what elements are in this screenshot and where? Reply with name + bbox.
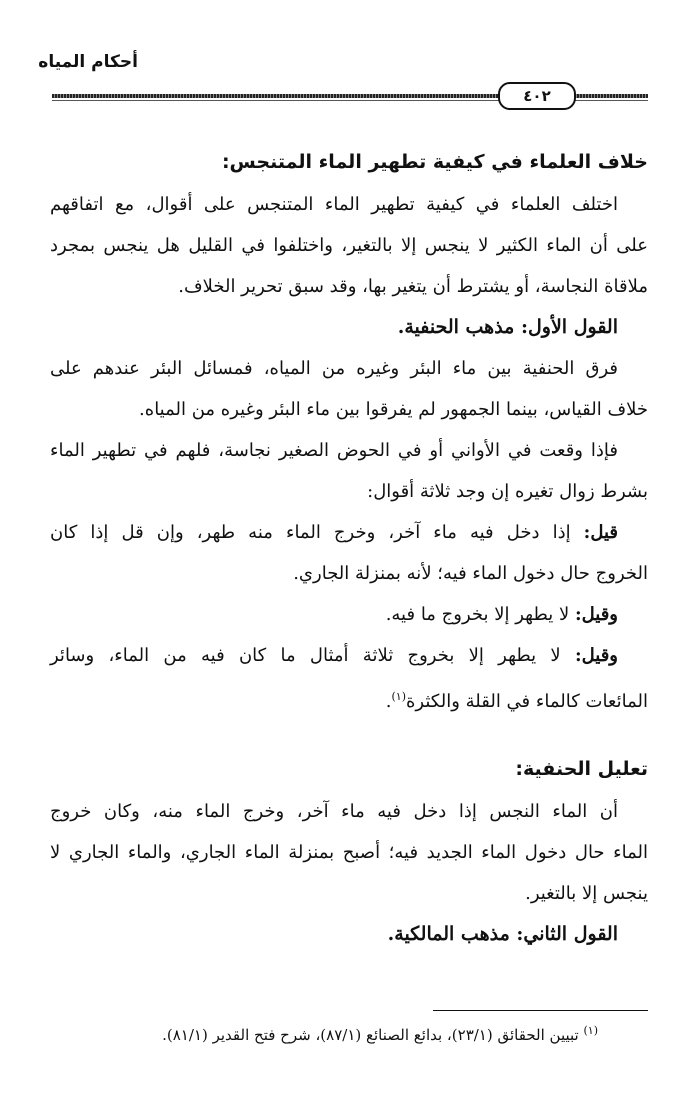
footnote-rule — [433, 1010, 648, 1011]
paragraph-vessels — [50, 430, 648, 512]
text-line: فإذا وقعت في الأواني أو في الحوض الصغير نجاسة، فلهم في تطهير الماء — [50, 440, 618, 461]
subheading-hanafi-view: القول الأول: مذهب الحنفية. — [397, 316, 618, 338]
subheading-maliki-view: القول الثاني: مذهب المالكية. — [387, 923, 618, 945]
opinion-text: إذا دخل فيه ماء آخر، وخرج الماء منه طهر، وإن قل إذا كان — [50, 522, 571, 543]
opinion-text: المائعات كالماء في القلة والكثرة — [406, 691, 648, 712]
text-line — [50, 594, 648, 635]
opinion-label: وقيل: — [574, 645, 618, 666]
spacer — [50, 717, 648, 747]
footnote-marker: (١) — [583, 1024, 598, 1037]
page-number: ٤٠٢ — [498, 82, 576, 110]
body-text — [50, 140, 648, 955]
section-heading-hanafi-reasoning: تعليل الحنفية: — [515, 758, 648, 780]
text-line: ينجس إلا بالتغير. — [525, 883, 648, 904]
footnote-text: تبيين الحقائق (٢٣/١)، بدائع الصنائع (٨٧/١)، شرح فتح القدير (٨١/١). — [162, 1026, 579, 1044]
paragraph-hanafi-well — [50, 348, 648, 430]
opinion-1 — [50, 512, 648, 594]
text-line: أن الماء النجس إذا دخل فيه ماء آخر، وخرج الماء منه، وكان خروج — [50, 801, 618, 822]
text-line: بشرط زوال تغيره إن وجد ثلاثة أقوال: — [367, 481, 648, 502]
section-heading-scholars-dispute: خلاف العلماء في كيفية تطهير الماء المتنجس: — [221, 151, 648, 173]
paragraph-intro — [50, 184, 648, 307]
opinion-label: وقيل: — [574, 604, 618, 625]
text-line: الخروج حال دخول الماء فيه؛ لأنه بمنزلة الجاري. — [293, 563, 648, 584]
text-line: الماء حال دخول الماء الجديد فيه؛ أصبح بمنزلة الماء الجاري، والماء الجاري لا — [50, 842, 648, 863]
opinion-text: لا يطهر إلا بخروج ثلاثة أمثال ما كان فيه من الماء، وسائر — [50, 645, 561, 666]
sentence-end: . — [385, 691, 392, 712]
text-line — [50, 635, 648, 676]
opinion-2 — [50, 594, 648, 635]
running-title: أحكام المياه — [38, 52, 138, 72]
opinion-label: قيل: — [583, 522, 618, 543]
text-line — [50, 512, 648, 553]
text-line: ملاقاة النجاسة، أو يشترط أن يتغير بها، وقد سبق تحرير الخلاف. — [178, 276, 648, 297]
text-line: على أن الماء الكثير لا ينجس إلا بالتغير، واختلفوا في القليل هل ينجس بمجرد — [50, 235, 648, 256]
footnote — [50, 1024, 598, 1044]
footnote-reference[interactable]: (١) — [391, 690, 406, 703]
opinion-3 — [50, 635, 648, 717]
opinion-text: لا يطهر إلا بخروج ما فيه. — [385, 604, 570, 625]
text-line: خلاف القياس، بينما الجمهور لم يفرقوا بين ماء البئر وغيره من المياه. — [139, 399, 648, 420]
text-line — [50, 676, 648, 717]
text-line: اختلف العلماء في كيفية تطهير الماء المتنجس على أقوال، مع اتفاقهم — [50, 194, 618, 215]
paragraph-reasoning — [50, 791, 648, 914]
text-line: فرق الحنفية بين ماء البئر وغيره من المياه، فمسائل البئر عندهم على — [50, 358, 618, 379]
